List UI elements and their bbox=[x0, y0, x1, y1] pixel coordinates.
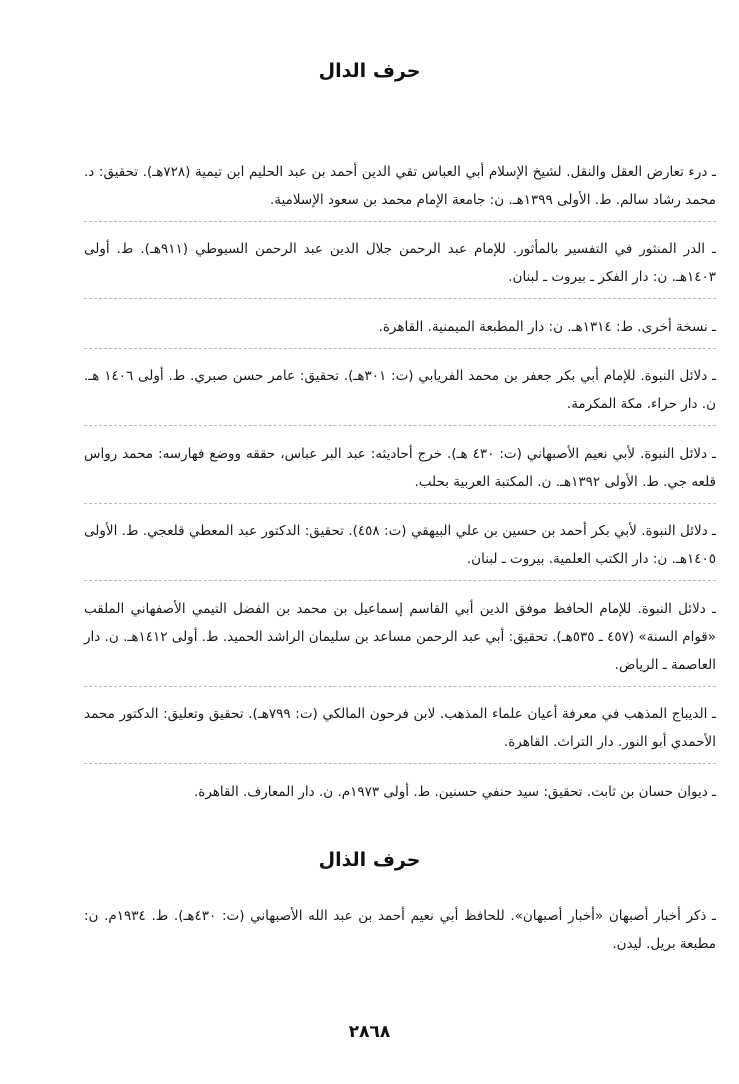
bibliography-list-dal bbox=[84, 144, 716, 821]
section-heading-thal: حرف الذال bbox=[318, 849, 421, 871]
bibliography-entry: ـ درء تعارض العقل والنقل. لشيخ الإسلام أبي العباس تقي الدين أحمد بن عبد الحليم ابن تيمية (٧٢٨هـ). تحقيق: د. محمد رشاد سالم. ط. الأولى ١٣٩٩هـ. ن: جامعة الإمام محمد بن سعود الإسلامية. bbox=[84, 158, 716, 222]
bibliography-entry: ـ ديوان حسان بن ثابت. تحقيق: سيد حنفي حسنين. ط. أولى ١٩٧٣م. ن. دار المعارف. القاهرة. bbox=[193, 783, 716, 800]
bibliography-entry: ـ دلائل النبوة. لأبي بكر أحمد بن حسين بن علي البيهقي (ت: ٤٥٨). تحقيق: الدكتور عبد المعطي قلعجي. ط. الأولى ١٤٠٥هـ. ن: دار الكتب العلمية. بيروت ـ لبنان. bbox=[84, 517, 716, 581]
bibliography-entry: ـ الدر المنثور في التفسير بالمأثور. للإمام عبد الرحمن جلال الدين عبد الرحمن السيوطي (٩١١هـ). ط. أولى ١٤٠٣هـ. ن: دار الفكر ـ بيروت ـ لبنان. bbox=[84, 235, 716, 299]
bibliography-entry: ـ دلائل النبوة. للإمام الحافظ موفق الدين أبي القاسم إسماعيل بن محمد بن الفضل التيمي الأصفهاني الملقب «قوام السنة» (٤٥٧ ـ ٥٣٥هـ). تحقيق: أبي عبد الرحمن مساعد بن سليمان الراشد الحميد. ط. أولى ١٤١٢هـ. ن. دار العاصمة ـ الرياض. bbox=[84, 595, 716, 687]
bibliography-entry: ـ دلائل النبوة. للإمام أبي بكر جعفر بن محمد الفريابي (ت: ٣٠١هـ). تحقيق: عامر حسن صبري. ط. أولى ١٤٠٦ هـ. ن. دار حراء. مكة المكرمة. bbox=[84, 362, 716, 426]
bibliography-list-thal bbox=[84, 888, 716, 973]
bibliography-entry: ـ دلائل النبوة. لأبي نعيم الأصبهاني (ت: ٤٣٠ هـ). خرج أحاديثه: عبد البر عباس، حققه ووضع فهارسه: محمد رواس قلعه جي. ط. الأولى ١٣٩٢هـ. ن. المكتبة العربية بحلب. bbox=[84, 440, 716, 504]
bibliography-entry: ـ نسخة أخرى. ط: ١٣١٤هـ. ن: دار المطبعة الميمنية. القاهرة. bbox=[84, 313, 716, 349]
section-heading-dal: حرف الدال bbox=[318, 60, 421, 82]
page-number: ٢٨٦٨ bbox=[348, 1022, 391, 1042]
bibliography-entry: ـ الديباج المذهب في معرفة أعيان علماء المذهب. لابن فرحون المالكي (ت: ٧٩٩هـ). تحقيق وتعليق: الدكتور محمد الأحمدي أبو النور. دار التراث. القاهرة. bbox=[84, 700, 716, 764]
bibliography-entry: ـ ذكر أخبار أصبهان «أخبار أصبهان». للحافظ أبي نعيم أحمد بن عبد الله الأصبهاني (ت: ٤٣٠هـ). ط. ١٩٣٤م. ن: مطبعة بريل. ليدن. bbox=[84, 907, 716, 952]
